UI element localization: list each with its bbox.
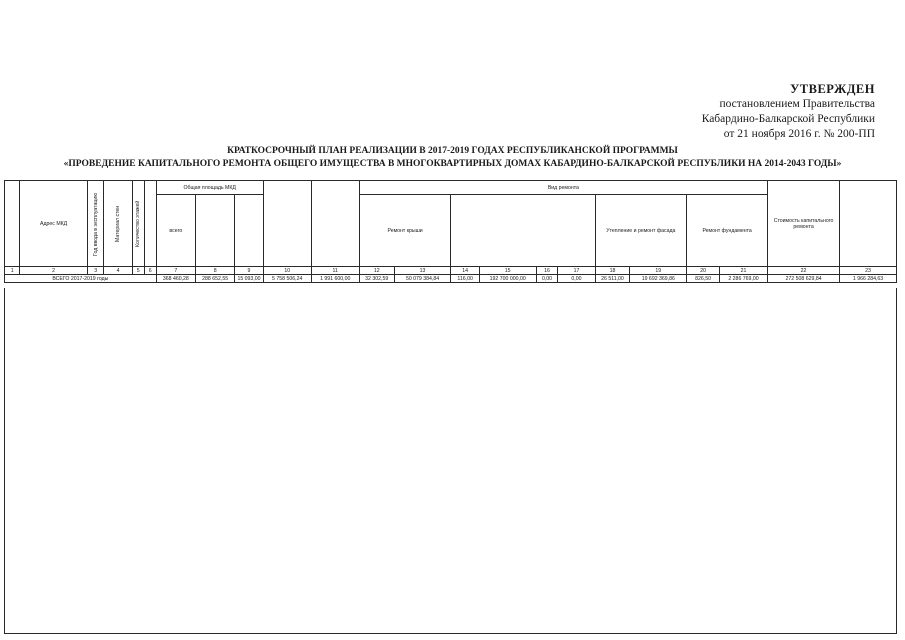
totals-cell: 50 079 384,84 [394,275,451,283]
plan-subtitle: «ПРОВЕДЕНИЕ КАПИТАЛЬНОГО РЕМОНТА ОБЩЕГО ИМУЩЕСТВА В МНОГОКВАРТИРНЫХ ДОМАХ КАБАРДИНО-БАЛКАРСКОЙ РЕСПУБЛИКИ НА 2014-2043 ГОДЫ» [63,159,842,169]
approval-line: от 21 ноября 2016 г. № 200-ПП [723,128,875,140]
column-number: 14 [451,267,479,275]
totals-cell: 368 460,28 [156,275,195,283]
column-number: 12 [359,267,394,275]
approval-line: постановлением Правительства [719,98,875,110]
header-address: Адрес МКД [20,181,88,267]
totals-cell: 26 511,00 [595,275,630,283]
column-number: 9 [235,267,263,275]
column-number: 18 [595,267,630,275]
totals-label: ВСЕГО 2017-2019 годы [5,275,157,283]
totals-cell: 288 652,55 [196,275,235,283]
header-floors: Количество этажей [132,181,144,267]
column-number: 2 [20,267,88,275]
totals-cell: 1 966 284,63 [840,275,897,283]
totals-cell: 19 692 369,86 [630,275,687,283]
header-col-11 [311,181,359,267]
column-number-row [5,267,897,275]
column-number: 3 [87,267,103,275]
column-number: 7 [156,267,195,275]
header-foundation: Ремонт фундамента [687,195,768,267]
totals-cell: 5 758 506,24 [263,275,311,283]
plan-title: КРАТКОСРОЧНЫЙ ПЛАН РЕАЛИЗАЦИИ В 2017-2019 ГОДАХ РЕСПУБЛИКАНСКОЙ ПРОГРАММЫ [227,146,678,156]
column-number: 19 [630,267,687,275]
column-number: 17 [558,267,595,275]
column-number: 6 [144,267,156,275]
totals-cell: 826,50 [687,275,720,283]
header-area-group: Общая площадь МКД [156,181,263,195]
plan-table [4,180,897,283]
approval-heading: УТВЕРЖДЕН [790,82,875,96]
column-number: 15 [479,267,536,275]
header-col-14-17 [451,195,595,267]
totals-cell: 116,00 [451,275,479,283]
header-row-number [5,181,20,267]
table-body-illegible [4,288,897,634]
totals-row [5,275,897,283]
totals-cell: 0,00 [558,275,595,283]
column-number: 10 [263,267,311,275]
header-col-23 [840,181,897,267]
header-col-8 [196,195,235,267]
header-facade: Утепление и ремонт фасада [595,195,687,267]
column-number: 4 [104,267,132,275]
totals-cell: 15 093,00 [235,275,263,283]
column-number: 5 [132,267,144,275]
header-material: Материал стен [104,181,132,267]
column-number: 13 [394,267,451,275]
totals-cell: 1 991 600,00 [311,275,359,283]
column-number: 1 [5,267,20,275]
header-col-9 [235,195,263,267]
column-number: 8 [196,267,235,275]
header-year: Год ввода в эксплуатацию [87,181,103,267]
totals-cell: 32 302,59 [359,275,394,283]
header-works: Вид ремонта [359,181,767,195]
column-number: 21 [719,267,767,275]
approval-stamp [645,82,875,142]
totals-cell: 272 508 629,84 [768,275,840,283]
column-number: 16 [536,267,558,275]
header-col-10 [263,181,311,267]
column-number: 22 [768,267,840,275]
approval-line: Кабардино-Балкарской Республики [701,113,875,125]
column-number: 23 [840,267,897,275]
totals-cell: 0,00 [536,275,558,283]
column-number: 20 [687,267,720,275]
totals-cell: 2 286 769,00 [719,275,767,283]
header-col-6 [144,181,156,267]
header-roof: Ремонт крыши [359,195,451,267]
header-area-total: всего [156,195,195,267]
column-number: 11 [311,267,359,275]
totals-cell: 192 700 000,00 [479,275,536,283]
header-cost: Стоимость капитального ремонта [768,181,840,267]
